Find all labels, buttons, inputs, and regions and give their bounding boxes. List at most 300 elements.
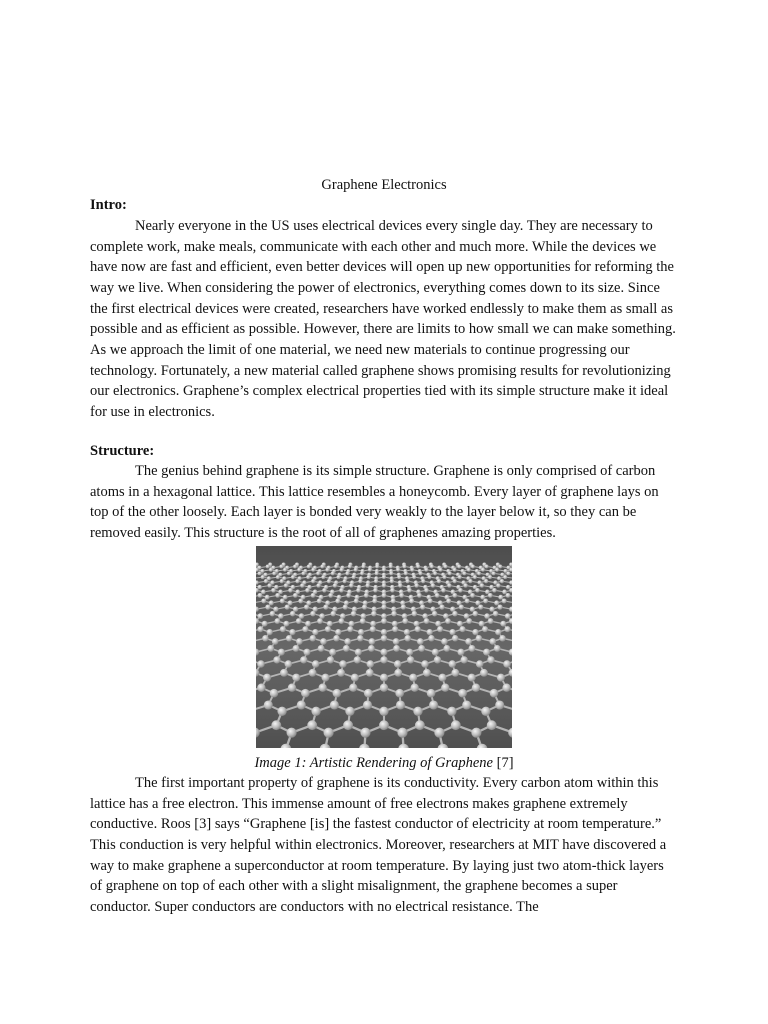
carbon-atom xyxy=(279,565,283,569)
carbon-atom xyxy=(424,588,429,593)
carbon-atom xyxy=(506,571,510,575)
graphene-lattice-graphic xyxy=(256,546,512,748)
carbon-atom xyxy=(432,611,438,617)
carbon-atom xyxy=(270,689,279,698)
carbon-atom xyxy=(472,684,480,692)
carbon-atom xyxy=(453,579,457,583)
carbon-atom xyxy=(367,660,375,668)
carbon-atom xyxy=(291,575,295,579)
carbon-atom xyxy=(429,700,438,709)
carbon-atom xyxy=(453,568,457,572)
carbon-atom xyxy=(297,568,301,572)
carbon-atom xyxy=(257,660,265,668)
carbon-atom xyxy=(287,728,297,738)
carbon-atom xyxy=(280,626,286,632)
carbon-atom xyxy=(330,700,339,709)
carbon-atom xyxy=(470,593,475,598)
figure-caption-text: Image 1: Artistic Rendering of Graphene xyxy=(254,755,493,771)
carbon-atom xyxy=(375,571,379,575)
carbon-atom xyxy=(367,575,371,579)
carbon-atom xyxy=(267,583,271,587)
carbon-atom xyxy=(340,568,344,572)
carbon-atom xyxy=(343,720,353,730)
carbon-atom xyxy=(355,649,362,656)
carbon-atom xyxy=(468,674,476,682)
carbon-atom xyxy=(470,607,475,612)
carbon-atom xyxy=(393,645,400,652)
carbon-atom xyxy=(293,593,298,598)
carbon-atom xyxy=(300,656,307,663)
carbon-atom xyxy=(340,613,346,619)
carbon-atom xyxy=(284,583,288,587)
carbon-atom xyxy=(368,645,375,652)
carbon-atom xyxy=(499,635,506,642)
carbon-atom xyxy=(300,583,304,587)
carbon-atom xyxy=(482,626,488,632)
carbon-atom xyxy=(458,575,462,579)
carbon-atom xyxy=(309,669,317,677)
carbon-atom xyxy=(488,575,492,579)
carbon-atom xyxy=(316,571,320,575)
carbon-atom xyxy=(312,629,318,635)
carbon-atom xyxy=(327,579,331,583)
carbon-atom xyxy=(339,588,344,593)
carbon-atom xyxy=(310,635,317,642)
carbon-atom xyxy=(495,700,504,709)
carbon-atom xyxy=(343,645,350,652)
intro-heading: Intro: xyxy=(90,197,127,213)
intro-paragraph: Nearly everyone in the US uses electrical devices every single day. They are necessary to complete work, make meals, communicate with each other and much more. While the devices we have now are fast and efficient, even better devices will open up new opportunities for reforming the way we live. When considering the power of electronics, everything comes down to its size. Since the first electrical devices were created, researchers have worked endlessly to make them as small as possible and as efficient as possible. However, there are limits to how small we can make something. As we approach the limit of one material, we need new materials to continue progressing our technology. Fortunately, a new material called graphene shows promising results for revolutionizing our electronics. Graphene’s complex electrical properties tied with its simple structure make it ideal for use in electronics. xyxy=(90,218,676,420)
carbon-atom xyxy=(391,598,396,603)
carbon-atom xyxy=(285,660,293,668)
carbon-atom xyxy=(370,626,376,632)
carbon-atom xyxy=(293,645,300,652)
carbon-atom xyxy=(427,689,436,698)
carbon-atom xyxy=(375,565,379,569)
carbon-atom xyxy=(380,649,387,656)
carbon-atom xyxy=(434,728,444,738)
carbon-atom xyxy=(446,598,451,603)
carbon-atom xyxy=(382,568,386,572)
carbon-atom xyxy=(439,568,443,572)
carbon-atom xyxy=(504,626,510,632)
carbon-atom xyxy=(257,684,265,692)
carbon-atom xyxy=(335,629,341,635)
carbon-atom xyxy=(283,621,289,627)
carbon-atom xyxy=(331,571,335,575)
carbon-atom xyxy=(437,626,443,632)
carbon-atom xyxy=(469,645,476,652)
carbon-atom xyxy=(349,583,353,587)
carbon-atom xyxy=(503,660,511,668)
carbon-atom xyxy=(403,565,407,569)
carbon-atom xyxy=(262,635,269,642)
structure-paragraph: The genius behind graphene is its simple structure. Graphene is only comprised of carbon atoms in a hexagonal lattice. This lattice resembles a honeycomb. Every layer of graphene lays on top of the other loosely. Each layer is bonded very weakly to the layer below it, so they can be removed easily. This structure is the root of all of graphenes amazing properties. xyxy=(90,463,659,541)
carbon-atom xyxy=(473,611,479,617)
carbon-atom xyxy=(312,660,320,668)
carbon-atom xyxy=(427,629,433,635)
carbon-atom xyxy=(269,568,273,572)
carbon-atom xyxy=(452,611,458,617)
carbon-atom xyxy=(382,583,386,587)
carbon-atom xyxy=(272,638,279,645)
figure-caption-reference: [7] xyxy=(493,755,514,771)
carbon-atom xyxy=(265,595,270,600)
carbon-atom xyxy=(457,621,463,627)
carbon-atom xyxy=(502,590,507,595)
carbon-atom xyxy=(265,604,270,609)
carbon-atom xyxy=(349,684,357,692)
carbon-atom xyxy=(503,575,507,579)
carbon-atom xyxy=(412,611,418,617)
carbon-atom xyxy=(381,613,387,619)
carbon-atom xyxy=(404,629,410,635)
carbon-atom xyxy=(257,613,263,619)
carbon-atom xyxy=(293,565,297,569)
carbon-atom xyxy=(345,571,349,575)
carbon-atom xyxy=(358,629,364,635)
carbon-atom xyxy=(381,604,386,609)
carbon-atom xyxy=(406,649,413,656)
carbon-atom xyxy=(368,568,372,572)
carbon-atom xyxy=(324,728,334,738)
carbon-atom xyxy=(479,621,485,627)
carbon-atom xyxy=(447,583,451,587)
carbon-atom xyxy=(476,660,484,668)
carbon-atom xyxy=(325,626,331,632)
carbon-atom xyxy=(502,598,507,603)
carbon-atom xyxy=(286,635,293,642)
carbon-atom xyxy=(475,588,480,593)
carbon-atom xyxy=(269,600,274,605)
carbon-atom xyxy=(263,674,271,682)
carbon-atom xyxy=(331,611,337,617)
carbon-atom xyxy=(348,565,352,569)
carbon-atom xyxy=(321,674,329,682)
carbon-atom xyxy=(441,638,448,645)
carbon-atom xyxy=(325,568,329,572)
carbon-atom xyxy=(364,593,369,598)
carbon-atom xyxy=(357,635,364,642)
carbon-atom xyxy=(302,626,308,632)
carbon-atom xyxy=(273,656,280,663)
carbon-atom xyxy=(428,598,433,603)
carbon-atom xyxy=(261,590,266,595)
carbon-atom xyxy=(258,571,262,575)
carbon-atom xyxy=(449,660,457,668)
carbon-atom xyxy=(346,593,351,598)
carbon-atom xyxy=(354,598,359,603)
carbon-atom xyxy=(500,579,504,583)
carbon-atom xyxy=(395,689,404,698)
carbon-atom xyxy=(343,604,348,609)
carbon-atom xyxy=(354,568,358,572)
carbon-atom xyxy=(485,565,489,569)
carbon-atom xyxy=(364,689,373,698)
carbon-atom xyxy=(463,583,467,587)
carbon-atom xyxy=(497,604,502,609)
carbon-atom xyxy=(343,579,347,583)
carbon-atom xyxy=(506,593,511,598)
carbon-atom xyxy=(320,565,324,569)
carbon-atom xyxy=(272,571,276,575)
carbon-atom xyxy=(381,629,387,635)
carbon-atom xyxy=(299,613,305,619)
carbon-atom xyxy=(280,579,284,583)
carbon-atom xyxy=(402,618,408,624)
carbon-atom xyxy=(434,656,441,663)
carbon-atom xyxy=(389,565,393,569)
structure-heading: Structure: xyxy=(90,443,155,459)
carbon-atom xyxy=(362,565,366,569)
carbon-atom xyxy=(344,638,351,645)
carbon-atom xyxy=(461,656,468,663)
carbon-atom xyxy=(333,689,342,698)
carbon-atom xyxy=(320,638,327,645)
carbon-atom xyxy=(311,568,315,572)
carbon-atom xyxy=(381,618,387,624)
carbon-atom xyxy=(270,611,276,617)
carbon-atom xyxy=(465,598,470,603)
carbon-atom xyxy=(407,656,414,663)
carbon-atom xyxy=(339,660,347,668)
carbon-atom xyxy=(352,575,356,579)
carbon-atom xyxy=(468,579,472,583)
carbon-atom xyxy=(319,684,327,692)
carbon-atom xyxy=(358,579,362,583)
carbon-atom xyxy=(488,618,494,624)
carbon-atom xyxy=(466,618,472,624)
carbon-atom xyxy=(424,568,428,572)
carbon-atom xyxy=(369,638,376,645)
carbon-atom xyxy=(349,621,355,627)
carbon-atom xyxy=(488,593,493,598)
carbon-atom xyxy=(437,579,441,583)
carbon-atom xyxy=(351,611,357,617)
carbon-atom xyxy=(489,638,496,645)
carbon-atom xyxy=(306,575,310,579)
carbon-atom xyxy=(471,565,475,569)
carbon-atom xyxy=(496,583,500,587)
carbon-atom xyxy=(441,588,446,593)
carbon-atom xyxy=(310,611,316,617)
carbon-atom xyxy=(416,565,420,569)
carbon-atom xyxy=(311,593,316,598)
carbon-atom xyxy=(311,579,315,583)
carbon-atom xyxy=(389,571,393,575)
carbon-atom xyxy=(296,618,302,624)
carbon-atom xyxy=(417,638,424,645)
carbon-atom xyxy=(397,728,407,738)
carbon-atom xyxy=(271,588,276,593)
carbon-atom xyxy=(360,618,366,624)
carbon-atom xyxy=(277,707,286,716)
carbon-atom xyxy=(258,593,263,598)
carbon-atom xyxy=(492,588,497,593)
carbon-atom xyxy=(458,689,467,698)
carbon-atom xyxy=(362,604,367,609)
carbon-atom xyxy=(391,611,397,617)
carbon-atom xyxy=(444,565,448,569)
carbon-atom xyxy=(478,604,483,609)
carbon-atom xyxy=(266,565,270,569)
carbon-atom xyxy=(288,684,296,692)
carbon-atom xyxy=(335,598,340,603)
carbon-atom xyxy=(394,669,402,677)
carbon-atom xyxy=(484,579,488,583)
carbon-atom xyxy=(264,700,273,709)
carbon-atom xyxy=(318,645,325,652)
carbon-atom xyxy=(472,629,478,635)
carbon-atom xyxy=(418,645,425,652)
carbon-atom xyxy=(445,618,451,624)
carbon-atom xyxy=(465,638,472,645)
carbon-atom xyxy=(370,621,376,627)
carbon-atom xyxy=(392,626,398,632)
carbon-atom xyxy=(441,684,449,692)
carbon-atom xyxy=(382,575,386,579)
carbon-atom xyxy=(399,593,404,598)
carbon-atom xyxy=(396,568,400,572)
carbon-atom xyxy=(347,626,353,632)
document-title: Graphene Electronics xyxy=(321,177,447,193)
carbon-atom xyxy=(405,579,409,583)
carbon-atom xyxy=(477,571,481,575)
carbon-atom xyxy=(278,613,284,619)
carbon-atom xyxy=(451,720,461,730)
carbon-atom xyxy=(443,613,449,619)
carbon-atom xyxy=(490,689,499,698)
carbon-atom xyxy=(419,571,423,575)
carbon-atom xyxy=(327,656,334,663)
carbon-atom xyxy=(448,571,452,575)
carbon-atom xyxy=(305,588,310,593)
carbon-atom xyxy=(360,728,370,738)
carbon-atom xyxy=(435,621,441,627)
carbon-atom xyxy=(283,568,287,572)
carbon-atom xyxy=(382,593,387,598)
carbon-atom xyxy=(257,626,263,632)
carbon-atom xyxy=(424,618,430,624)
carbon-atom xyxy=(380,674,388,682)
carbon-atom xyxy=(261,598,266,603)
carbon-atom xyxy=(421,660,429,668)
carbon-atom xyxy=(292,674,300,682)
carbon-atom xyxy=(495,629,501,635)
carbon-atom xyxy=(498,595,503,600)
carbon-atom xyxy=(430,565,434,569)
carbon-atom xyxy=(390,579,394,583)
carbon-atom xyxy=(415,720,425,730)
carbon-atom xyxy=(443,645,450,652)
carbon-atom xyxy=(449,629,455,635)
carbon-atom xyxy=(484,613,490,619)
carbon-atom xyxy=(409,598,414,603)
carbon-atom xyxy=(317,598,322,603)
carbon-atom xyxy=(494,645,501,652)
carbon-atom xyxy=(414,621,420,627)
carbon-atom xyxy=(393,638,400,645)
carbon-atom xyxy=(296,638,303,645)
carbon-atom xyxy=(462,700,471,709)
carbon-atom xyxy=(414,583,418,587)
carbon-atom xyxy=(304,604,309,609)
carbon-atom xyxy=(447,707,456,716)
carbon-atom xyxy=(423,669,431,677)
carbon-atom xyxy=(351,674,359,682)
carbon-atom xyxy=(459,604,464,609)
carbon-atom xyxy=(317,618,323,624)
carbon-atom xyxy=(287,571,291,575)
carbon-atom xyxy=(380,656,387,663)
carbon-atom xyxy=(371,611,377,617)
carbon-atom xyxy=(337,669,345,677)
carbon-atom xyxy=(451,669,459,677)
carbon-atom xyxy=(280,598,285,603)
carbon-atom xyxy=(345,707,354,716)
carbon-atom xyxy=(311,707,320,716)
carbon-atom xyxy=(412,575,416,579)
carbon-atom xyxy=(457,565,461,569)
carbon-atom xyxy=(264,579,268,583)
carbon-atom xyxy=(420,604,425,609)
carbon-atom xyxy=(301,689,310,698)
carbon-atom xyxy=(417,593,422,598)
carbon-atom xyxy=(316,583,320,587)
carbon-atom xyxy=(498,565,502,569)
carbon-atom xyxy=(409,674,417,682)
carbon-atom xyxy=(276,575,280,579)
carbon-atom xyxy=(422,613,428,619)
carbon-atom xyxy=(435,593,440,598)
carbon-atom xyxy=(505,613,511,619)
carbon-atom xyxy=(288,588,293,593)
carbon-atom xyxy=(401,604,406,609)
carbon-atom xyxy=(356,588,361,593)
carbon-atom xyxy=(404,635,411,642)
carbon-atom xyxy=(452,635,459,642)
carbon-atom xyxy=(267,629,273,635)
carbon-atom xyxy=(328,593,333,598)
carbon-atom xyxy=(476,635,483,642)
carbon-atom xyxy=(360,571,364,575)
carbon-atom xyxy=(275,593,280,598)
carbon-atom xyxy=(321,575,325,579)
carbon-atom xyxy=(319,613,325,619)
carbon-atom xyxy=(506,585,511,590)
carbon-atom xyxy=(458,588,463,593)
carbon-atom xyxy=(462,571,466,575)
carbon-atom xyxy=(494,600,499,605)
carbon-atom xyxy=(372,598,377,603)
carbon-atom xyxy=(415,626,421,632)
carbon-atom xyxy=(301,571,305,575)
carbon-atom xyxy=(394,660,402,668)
carbon-atom xyxy=(428,635,435,642)
carbon-atom xyxy=(334,565,338,569)
carbon-atom xyxy=(374,579,378,583)
carbon-atom xyxy=(373,588,378,593)
carbon-atom xyxy=(285,604,290,609)
carbon-atom xyxy=(497,674,505,682)
carbon-atom xyxy=(262,621,268,627)
carbon-atom xyxy=(492,571,496,575)
carbon-atom xyxy=(261,575,265,579)
carbon-atom xyxy=(379,720,389,730)
carbon-atom xyxy=(390,588,395,593)
carbon-atom xyxy=(495,568,499,572)
figure-caption xyxy=(90,753,678,773)
